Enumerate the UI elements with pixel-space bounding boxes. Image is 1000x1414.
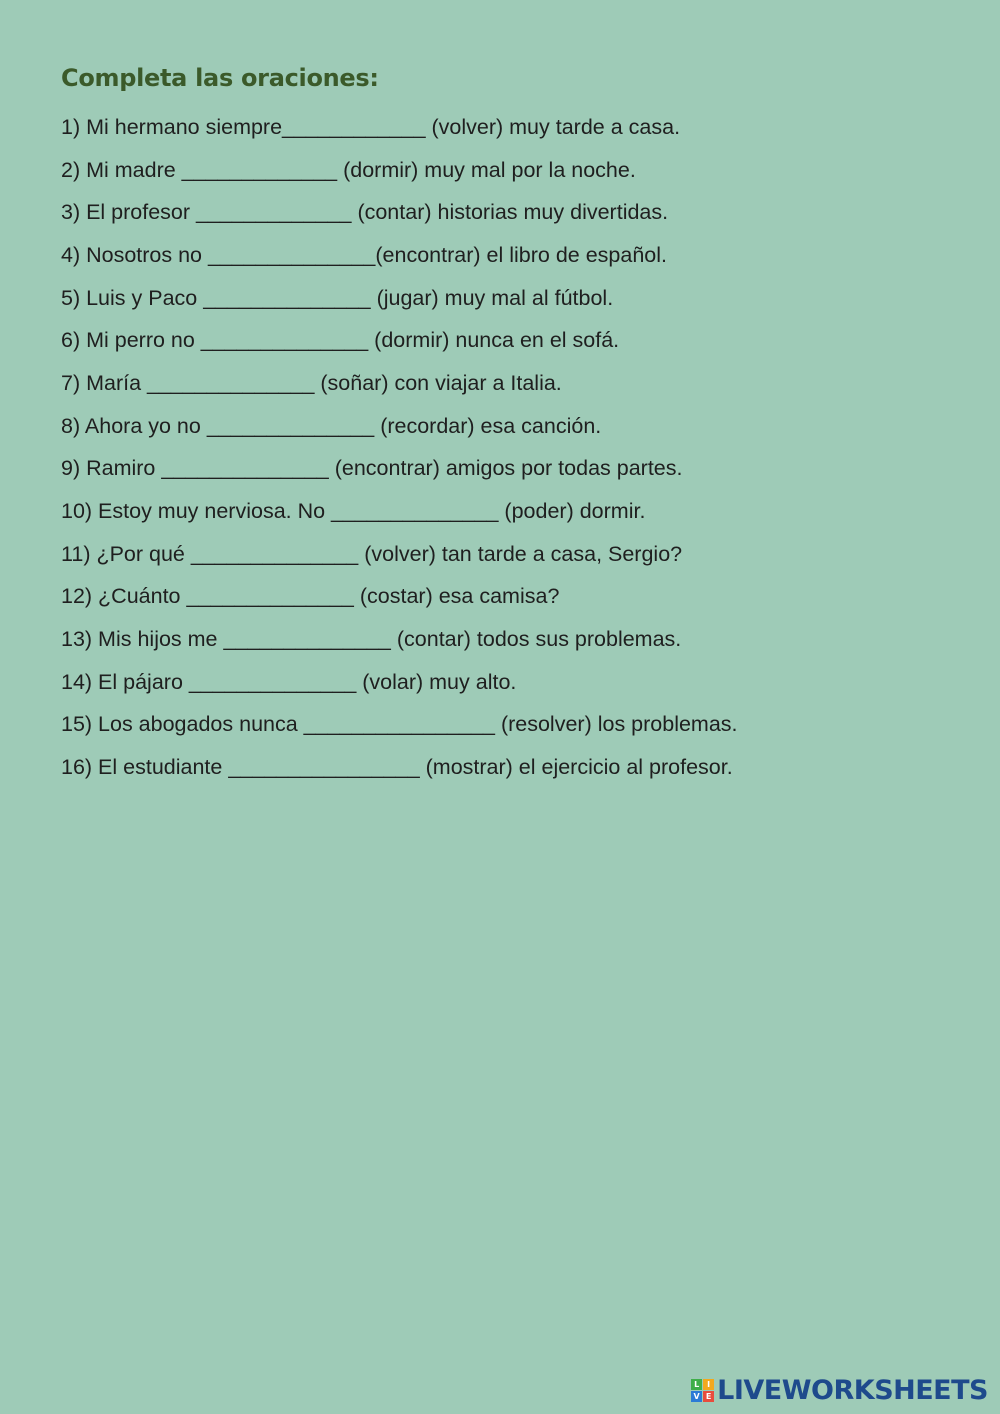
exercise-line-14: 14) El pájaro ______________ (volar) muy alto. [61,669,517,694]
logo-letter-i: I [703,1379,714,1390]
exercise-line-4: 4) Nosotros no ______________(encontrar) el libro de español. [61,242,667,267]
logo-letter-e: E [703,1391,714,1402]
exercise-line-5: 5) Luis y Paco ______________ (jugar) muy mal al fútbol. [61,285,614,310]
exercise-line-12: 12) ¿Cuánto ______________ (costar) esa camisa? [61,584,560,609]
exercise-line-9: 9) Ramiro ______________ (encontrar) amigos por todas partes. [61,456,683,481]
exercise-line-6: 6) Mi perro no ______________ (dormir) nunca en el sofá. [61,328,620,353]
exercise-list [61,112,738,795]
logo-letter-v: V [691,1391,702,1402]
worksheet-title: Completa las oraciones: [61,64,379,92]
liveworksheets-logo [691,1375,988,1406]
exercise-line-7: 7) María ______________ (soñar) con viajar a Italia. [61,370,562,395]
exercise-line-1: 1) Mi hermano siempre____________ (volver) muy tarde a casa. [61,115,681,139]
exercise-line-10: 10) Estoy muy nerviosa. No ______________ (poder) dormir. [61,498,646,523]
exercise-line-11: 11) ¿Por qué ______________ (volver) tan tarde a casa, Sergio? [61,541,683,566]
logo-grid-icon [691,1379,714,1402]
exercise-line-3: 3) El profesor _____________ (contar) historias muy divertidas. [61,200,669,225]
logo-letter-l: L [691,1379,702,1390]
exercise-line-16: 16) El estudiante ________________ (mostrar) el ejercicio al profesor. [61,754,733,779]
exercise-line-8: 8) Ahora yo no ______________ (recordar) esa canción. [61,413,602,438]
exercise-line-2: 2) Mi madre _____________ (dormir) muy mal por la noche. [61,157,636,182]
exercise-line-13: 13) Mis hijos me ______________ (contar) todos sus problemas. [61,626,682,651]
exercise-line-15: 15) Los abogados nunca ________________ (resolver) los problemas. [61,712,738,737]
brand-name: LIVEWORKSHEETS [717,1375,988,1406]
